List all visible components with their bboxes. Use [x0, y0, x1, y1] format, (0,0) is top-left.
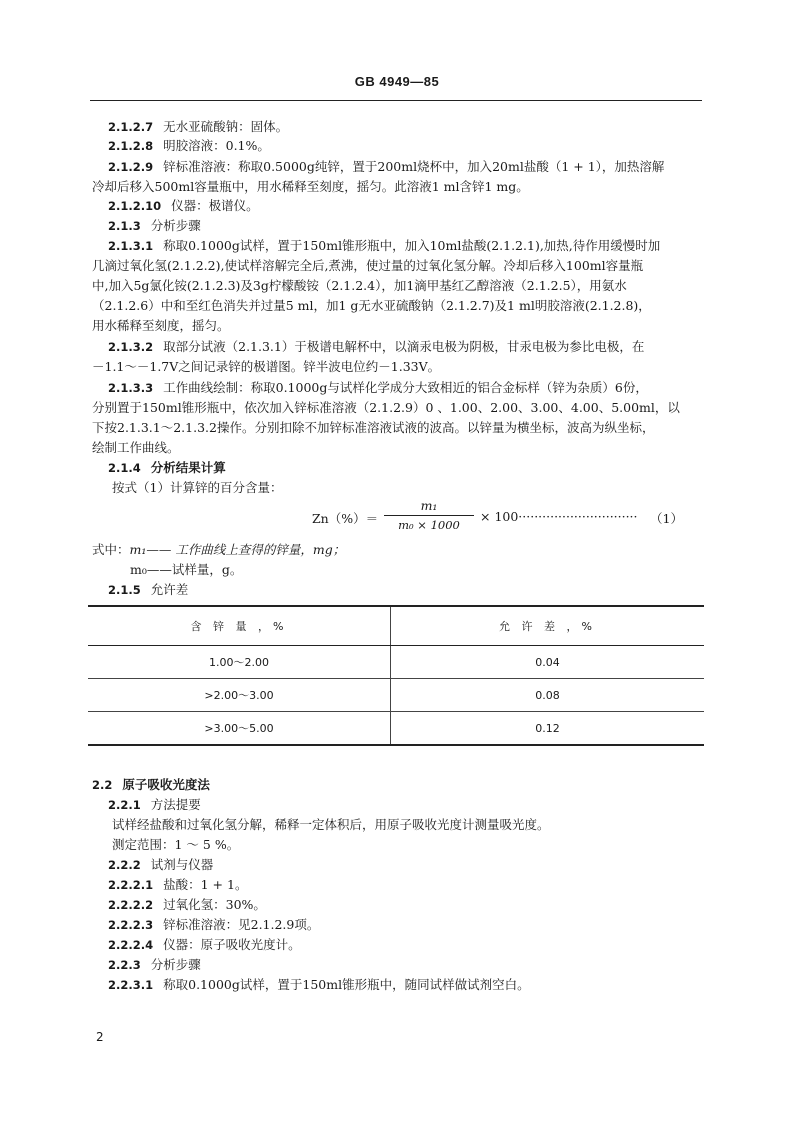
clause-number: 2.1.2.9 — [108, 160, 154, 174]
section-number: 2.1.4 — [108, 461, 141, 475]
table-row — [88, 646, 704, 679]
formula-intro: 按式（1）计算锌的百分含量： — [112, 480, 283, 495]
clause-2-2-2-3 — [108, 916, 718, 934]
formula-denominator: m₀ × 1000 — [398, 518, 460, 532]
clause-number: 2.2.3.1 — [108, 978, 154, 992]
clause-text: 锌标准溶液：见2.1.2.9项。 — [163, 917, 320, 932]
header-rule — [90, 100, 702, 101]
where-lead: 式中： — [92, 542, 130, 557]
clause-2-1-3-3-l2: 分别置于150ml锥形瓶中，依次加入锌标准溶液（2.1.2.9）0 、1.00、2.00、3.00、4.00、5.00ml，以 — [92, 400, 680, 415]
clause-text: 锌标准溶液：称取0.5000g纯锌，置于200ml烧杯中，加入20ml盐酸（1 + 1），加热溶解 — [163, 159, 665, 174]
section-2-2-3 — [108, 956, 718, 974]
table-row — [88, 679, 704, 712]
formula-numerator: m₁ — [384, 498, 474, 516]
section-title: 分析步骤 — [150, 957, 201, 972]
clause-2-1-3-1-l3: 中,加入5g氯化铵(2.1.2.3)及3g柠檬酸铵（2.1.2.4），加1滴甲基红乙醇溶液（2.1.2.5），用氨水 — [92, 278, 627, 293]
section-title: 分析步骤 — [150, 218, 201, 233]
formula-fraction — [384, 498, 474, 532]
where-m1 — [92, 541, 702, 559]
clause-number: 2.1.2.7 — [108, 120, 154, 134]
clause-text: 称取0.1000g试样，置于150ml锥形瓶中，加入10ml盐酸(2.1.2.1),加热,待作用缓慢时加 — [163, 238, 661, 253]
clause-number: 2.1.3.3 — [108, 381, 154, 395]
formula-lhs: Zn（%）＝ — [312, 511, 379, 526]
section-title: 分析结果计算 — [150, 460, 226, 475]
clause-2-1-3-3-l3: 下按2.1.3.1～2.1.3.2操作。分别扣除不加锌标准溶液试液的波高。以锌量为横坐标，波高为纵坐标， — [92, 420, 655, 435]
clause-2-1-2-9 — [108, 158, 718, 176]
clause-2-2-2-4 — [108, 936, 718, 954]
cell-tolerance: 0.12 — [391, 712, 705, 746]
clause-number: 2.1.3.2 — [108, 340, 154, 354]
clause-text: 工作曲线绘制：称取0.1000g与试样化学成分大致相近的铝合金标样（锌为杂质）6份， — [163, 380, 648, 395]
clause-text: 明胶溶液：0.1%。 — [163, 138, 270, 153]
section-number: 2.2 — [92, 778, 113, 792]
section-number: 2.2.3 — [108, 958, 141, 972]
clause-2-1-2-9-cont: 冷却后移入500ml容量瓶中，用水稀释至刻度，摇匀。此溶液1 ml含锌1 mg。 — [92, 179, 529, 194]
cell-tolerance: 0.04 — [391, 646, 705, 679]
clause-2-1-3-2-l2: －1.1～－1.7V之间记录锌的极谱图。锌半波电位约－1.33V。 — [92, 359, 441, 374]
clause-text: 盐酸：1 + 1。 — [163, 877, 248, 892]
cell-zinc-range: >3.00～5.00 — [88, 712, 391, 746]
clause-number: 2.2.2.1 — [108, 878, 154, 892]
clause-text: 仪器：极谱仪。 — [171, 198, 259, 213]
section-2-1-3 — [108, 217, 718, 235]
measurement-range: 测定范围：1 ～ 5 %。 — [112, 837, 240, 852]
clause-2-1-3-1-l4: （2.1.2.6）中和至红色消失并过量5 ml，加1 g无水亚硫酸钠（2.1.2.7)及1 ml明胶溶液(2.1.2.8)， — [92, 298, 651, 313]
table-header-row — [88, 606, 704, 646]
clause-2-1-3-3 — [108, 379, 718, 397]
section-2-1-4 — [108, 459, 718, 477]
section-2-2-2 — [108, 856, 718, 874]
clause-text: 无水亚硫酸钠：固体。 — [163, 119, 289, 134]
cell-zinc-range: >2.00～3.00 — [88, 679, 391, 712]
col-header-tolerance: 允 许 差 ，% — [391, 606, 705, 646]
section-2-2 — [92, 776, 702, 794]
section-2-1-5 — [108, 581, 718, 599]
equation-number: （1） — [650, 511, 683, 526]
table-row — [88, 712, 704, 746]
where-m0: m₀——试样量，g。 — [130, 562, 243, 577]
clause-2-2-3-1 — [108, 976, 718, 994]
clause-2-2-2-1 — [108, 876, 718, 894]
clause-2-1-2-7 — [108, 118, 718, 136]
section-2-2-1 — [108, 796, 718, 814]
clause-number: 2.1.2.10 — [108, 199, 162, 213]
section-title: 试剂与仪器 — [150, 857, 214, 872]
clause-2-1-2-8 — [108, 137, 718, 155]
clause-text: 仪器：原子吸收光度计。 — [163, 937, 301, 952]
clause-2-1-3-1-l5: 用水稀释至刻度，摇匀。 — [92, 318, 230, 333]
clause-text: 取部分试液（2.1.3.1）于极谱电解杯中，以滴汞电极为阴极，甘汞电极为参比电极，在 — [163, 339, 645, 354]
cell-tolerance: 0.08 — [391, 679, 705, 712]
clause-text: 过氧化氢：30%。 — [163, 897, 266, 912]
section-number: 2.1.3 — [108, 219, 141, 233]
page-header: GB 4949—85 — [354, 74, 440, 89]
page-number: 2 — [96, 1030, 104, 1044]
clause-number: 2.2.2.4 — [108, 938, 154, 952]
section-title: 允许差 — [150, 582, 189, 597]
col-header-zinc: 含 锌 量 ，% — [88, 606, 391, 646]
section-number: 2.2.2 — [108, 858, 141, 872]
clause-number: 2.1.3.1 — [108, 239, 154, 253]
tolerance-table — [88, 605, 704, 746]
where-m1-text: m₁—— 工作曲线上查得的锌量，mg； — [129, 542, 346, 557]
section-title: 方法提要 — [150, 797, 201, 812]
cell-zinc-range: 1.00～2.00 — [88, 646, 391, 679]
clause-2-1-3-1 — [108, 237, 718, 255]
clause-text: 称取0.1000g试样，置于150ml锥形瓶中，随同试样做试剂空白。 — [163, 977, 530, 992]
clause-number: 2.2.2.2 — [108, 898, 154, 912]
formula-rhs: × 100······························ — [480, 509, 638, 524]
clause-2-1-3-2 — [108, 338, 718, 356]
clause-2-1-3-3-l4: 绘制工作曲线。 — [92, 440, 180, 455]
section-number: 2.1.5 — [108, 583, 141, 597]
section-number: 2.2.1 — [108, 798, 141, 812]
clause-2-1-2-10 — [108, 197, 718, 215]
clause-2-1-3-1-l2: 几滴过氧化氢(2.1.2.2),使试样溶解完全后,煮沸，使过量的过氧化氢分解。冷却后移入100ml容量瓶 — [92, 258, 644, 273]
clause-2-2-2-2 — [108, 896, 718, 914]
method-summary: 试样经盐酸和过氧化氢分解，稀释一定体积后，用原子吸收光度计测量吸光度。 — [112, 817, 550, 832]
clause-number: 2.1.2.8 — [108, 139, 154, 153]
clause-number: 2.2.2.3 — [108, 918, 154, 932]
section-title: 原子吸收光度法 — [122, 777, 210, 792]
